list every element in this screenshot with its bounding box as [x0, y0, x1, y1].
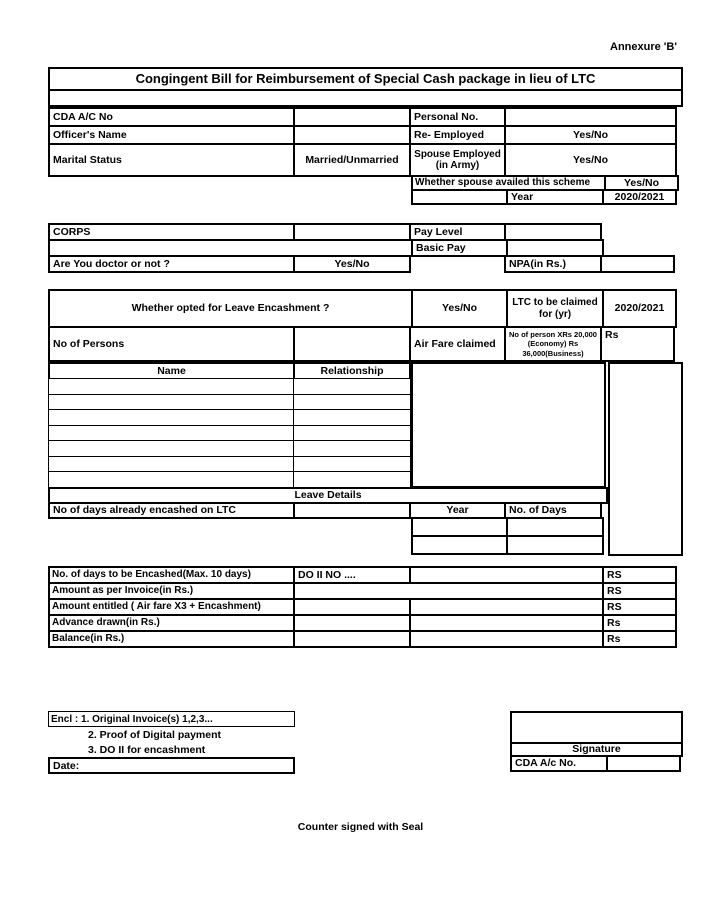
doctor-question-label: Are You doctor or not ? — [48, 255, 295, 273]
year-value[interactable]: 2020/2021 — [602, 189, 677, 205]
persons-table — [48, 362, 606, 488]
amount-row-label: Balance(in Rs.) — [48, 630, 295, 648]
spouse-availed-label: Whether spouse availed this scheme — [411, 175, 606, 191]
table-row — [48, 535, 608, 555]
service-info-table — [48, 223, 675, 273]
spouse-employed-label: Spouse Employed (in Army) — [409, 143, 506, 177]
person-relationship-cell[interactable] — [293, 425, 411, 442]
row-spacer — [409, 255, 506, 273]
amounts-table — [48, 566, 677, 648]
opted-leave-encashment-label: Whether opted for Leave Encashment ? — [48, 289, 413, 328]
table-row — [48, 255, 675, 273]
amount-unit-cell[interactable]: RS — [602, 566, 677, 584]
marital-status-options[interactable]: Married/Unmarried — [293, 143, 411, 177]
corps-label: CORPS — [48, 223, 295, 241]
table-row — [48, 289, 677, 328]
air-fare-claimed-label: Air Fare claimed — [409, 326, 506, 362]
signature-input[interactable] — [510, 711, 683, 744]
spouse-employed-options[interactable]: Yes/No — [504, 143, 677, 177]
person-relationship-cell[interactable] — [293, 394, 411, 411]
cda-ac-no-footer-input[interactable] — [606, 755, 681, 772]
leave-days-input[interactable] — [506, 517, 604, 537]
amount-input[interactable] — [293, 630, 411, 648]
air-fare-amount-cell[interactable]: Rs — [600, 326, 675, 362]
table-row — [48, 326, 677, 362]
table-row — [48, 125, 679, 145]
relationship-header: Relationship — [293, 362, 411, 380]
encl-line-3: 3. DO II for encashment — [88, 744, 206, 756]
table-row — [48, 89, 683, 107]
leave-days-header: No. of Days — [504, 502, 602, 519]
days-encashed-label: No of days already encashed on LTC — [48, 502, 295, 519]
table-row — [48, 143, 679, 177]
person-relationship-cell[interactable] — [293, 471, 411, 488]
person-relationship-cell[interactable] — [293, 456, 411, 473]
leave-year-input[interactable] — [411, 535, 508, 555]
table-row — [510, 755, 683, 772]
officer-name-label: Officer's Name — [48, 125, 295, 145]
opted-leave-encashment-options[interactable]: Yes/No — [411, 289, 508, 328]
table-row — [48, 425, 413, 442]
amount-unit-cell[interactable]: RS — [602, 582, 677, 600]
amount-unit-cell[interactable]: Rs — [602, 630, 677, 648]
ltc-claim-year-value[interactable]: 2020/2021 — [602, 289, 677, 328]
officer-info-table — [48, 107, 679, 205]
leave-details-table — [48, 487, 608, 555]
table-row — [48, 67, 683, 91]
basic-pay-label: Basic Pay — [411, 239, 508, 257]
person-relationship-cell[interactable] — [293, 378, 411, 395]
pay-level-label: Pay Level — [409, 223, 506, 241]
re-employed-options[interactable]: Yes/No — [504, 125, 677, 145]
person-name-cell[interactable] — [48, 409, 295, 426]
claim-info-table — [48, 289, 677, 362]
person-name-cell[interactable] — [48, 440, 295, 457]
person-name-cell[interactable] — [48, 425, 295, 442]
date-field[interactable]: Date: — [48, 757, 295, 774]
table-row — [48, 189, 679, 205]
persons-side-blank-cell[interactable] — [411, 362, 606, 488]
marital-status-label: Marital Status — [48, 143, 295, 177]
personal-no-label: Personal No. — [409, 107, 506, 127]
table-row — [48, 471, 413, 488]
table-row — [48, 630, 677, 648]
form-title: Congingent Bill for Reimbursement of Special Cash package in lieu of LTC — [48, 67, 683, 91]
table-row — [48, 440, 413, 457]
year-label: Year — [506, 189, 604, 205]
amount-unit-cell[interactable]: Rs — [602, 614, 677, 632]
signature-block — [510, 711, 683, 772]
encl-line-2: 2. Proof of Digital payment — [88, 729, 222, 741]
row-spacer — [48, 189, 413, 205]
table-row — [510, 711, 683, 744]
re-employed-label: Re- Employed — [409, 125, 506, 145]
annexure-label: Annexure 'B' — [610, 41, 677, 53]
year-row-blank-input[interactable] — [411, 189, 508, 205]
right-column-blank-cell[interactable] — [608, 362, 683, 556]
ltc-claim-year-label: LTC to be claimed for (yr) — [506, 289, 604, 328]
npa-label: NPA(in Rs.) — [504, 255, 602, 273]
cda-ac-no-label: CDA A/C No — [48, 107, 295, 127]
npa-input[interactable] — [600, 255, 675, 273]
amount-row-label: Amount as per Invoice(in Rs.) — [48, 582, 295, 600]
leave-year-header: Year — [409, 502, 506, 519]
table-row — [48, 378, 413, 395]
person-relationship-cell[interactable] — [293, 440, 411, 457]
leave-details-title: Leave Details — [48, 487, 608, 504]
person-relationship-cell[interactable] — [293, 409, 411, 426]
row-spacer — [48, 517, 413, 537]
spouse-availed-options[interactable]: Yes/No — [604, 175, 679, 191]
person-name-cell[interactable] — [48, 471, 295, 488]
amount-row-label: Advance drawn(in Rs.) — [48, 614, 295, 632]
person-name-cell[interactable] — [48, 456, 295, 473]
table-row — [48, 456, 413, 473]
leave-year-input[interactable] — [411, 517, 508, 537]
air-fare-rate-note: No of person XRs 20,000 (Economy) Rs 36,000(Business) — [504, 326, 602, 362]
encl-line-1: Encl : 1. Original Invoice(s) 1,2,3... — [48, 711, 295, 727]
cda-ac-no-footer-label: CDA A/c No. — [510, 755, 608, 772]
counter-signed-note: Counter signed with Seal — [297, 821, 424, 833]
title-blank-row — [48, 89, 683, 107]
persons-table-left — [48, 362, 413, 488]
row-spacer — [48, 535, 413, 555]
amount-unit-cell[interactable]: RS — [602, 598, 677, 616]
no-of-persons-input[interactable] — [293, 326, 411, 362]
cda-ac-no-input[interactable] — [293, 107, 411, 127]
amount-row-label: No. of days to be Encashed(Max. 10 days) — [48, 566, 295, 584]
title-block — [48, 67, 683, 107]
person-name-cell[interactable] — [48, 378, 295, 395]
officer-name-input[interactable] — [293, 125, 411, 145]
table-row — [48, 107, 679, 127]
no-of-persons-label: No of Persons — [48, 326, 295, 362]
do-ii-no-label: DO II NO .... — [293, 566, 411, 584]
personal-no-input[interactable] — [504, 107, 677, 127]
table-row — [48, 517, 608, 537]
leave-days-input[interactable] — [506, 535, 604, 555]
table-row — [48, 409, 413, 426]
doctor-options[interactable]: Yes/No — [293, 255, 411, 273]
amount-row-label: Amount entitled ( Air fare X3 + Encashment) — [48, 598, 295, 616]
signature-label: Signature — [510, 742, 683, 757]
person-name-cell[interactable] — [48, 394, 295, 411]
amount-input[interactable] — [409, 630, 604, 648]
table-row — [48, 394, 413, 411]
name-header: Name — [48, 362, 295, 380]
